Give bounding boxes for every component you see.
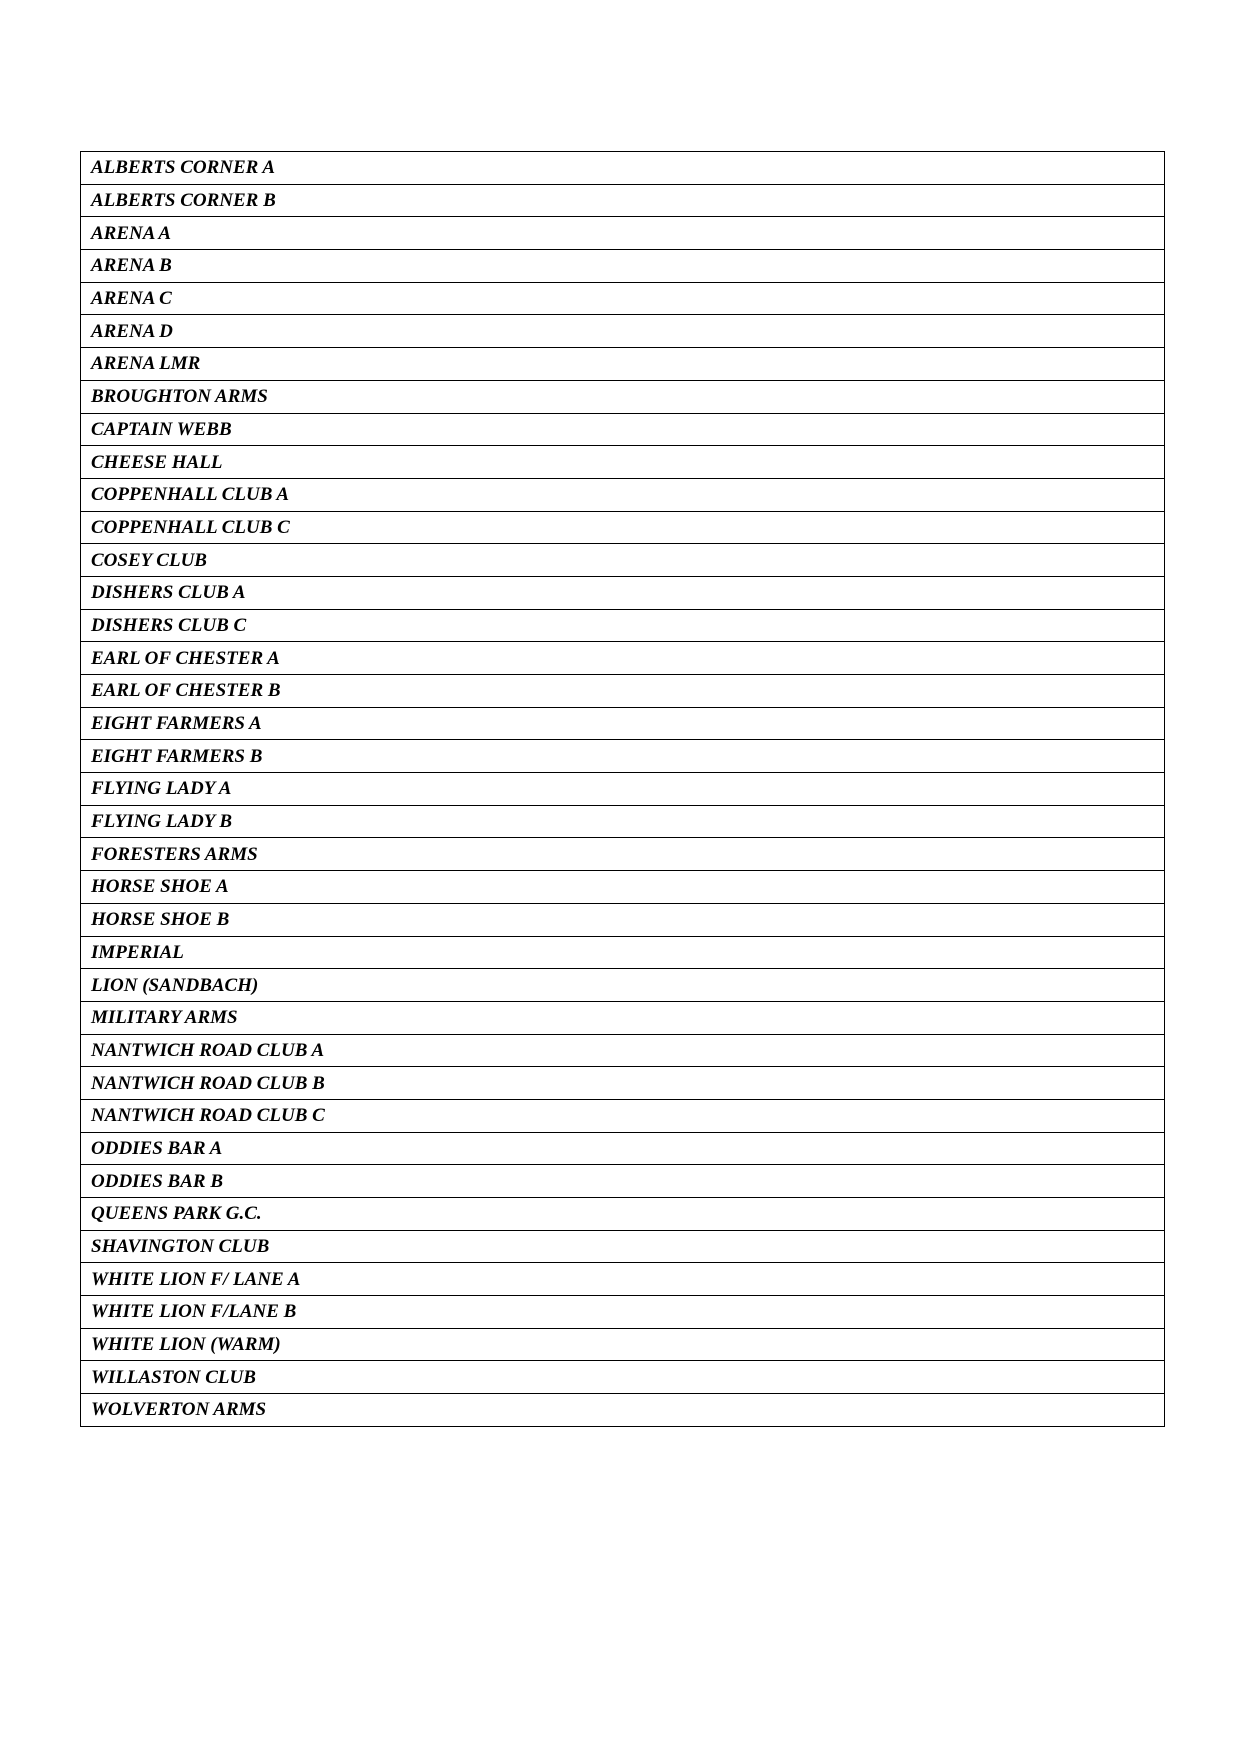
table-row <box>81 969 1165 1002</box>
table-row <box>81 380 1165 413</box>
table-row <box>81 1132 1165 1165</box>
team-name-cell: COPPENHALL CLUB A <box>81 478 1165 511</box>
table-row <box>81 544 1165 577</box>
team-name-cell: EARL OF CHESTER B <box>81 675 1165 708</box>
team-name-cell: ODDIES BAR A <box>81 1132 1165 1165</box>
table-row <box>81 1296 1165 1329</box>
table-row <box>81 740 1165 773</box>
team-name-cell: HORSE SHOE B <box>81 903 1165 936</box>
team-name-cell: FLYING LADY A <box>81 773 1165 806</box>
team-name-cell: QUEENS PARK G.C. <box>81 1198 1165 1231</box>
team-name-cell: LION (SANDBACH) <box>81 969 1165 1002</box>
table-row <box>81 1067 1165 1100</box>
table-row <box>81 1001 1165 1034</box>
team-name-cell: COSEY CLUB <box>81 544 1165 577</box>
team-name-cell: ARENA LMR <box>81 348 1165 381</box>
table-row <box>81 642 1165 675</box>
team-name-cell: WHITE LION F/ LANE A <box>81 1263 1165 1296</box>
table-row <box>81 609 1165 642</box>
table-row <box>81 250 1165 283</box>
team-list-table <box>80 151 1165 1427</box>
table-row <box>81 1230 1165 1263</box>
table-row <box>81 511 1165 544</box>
team-name-cell: CHEESE HALL <box>81 446 1165 479</box>
team-name-cell: ALBERTS CORNER B <box>81 184 1165 217</box>
table-row <box>81 348 1165 381</box>
team-name-cell: BROUGHTON ARMS <box>81 380 1165 413</box>
table-row <box>81 838 1165 871</box>
table-row <box>81 446 1165 479</box>
table-row <box>81 413 1165 446</box>
table-row <box>81 1198 1165 1231</box>
team-name-cell: WOLVERTON ARMS <box>81 1394 1165 1427</box>
team-name-cell: NANTWICH ROAD CLUB A <box>81 1034 1165 1067</box>
table-row <box>81 1394 1165 1427</box>
table-row <box>81 1361 1165 1394</box>
team-name-cell: ARENA C <box>81 282 1165 315</box>
table-row <box>81 152 1165 185</box>
team-name-cell: EIGHT FARMERS B <box>81 740 1165 773</box>
team-name-cell: FLYING LADY B <box>81 805 1165 838</box>
table-row <box>81 707 1165 740</box>
table-row <box>81 805 1165 838</box>
team-name-cell: ALBERTS CORNER A <box>81 152 1165 185</box>
table-row <box>81 217 1165 250</box>
table-row <box>81 184 1165 217</box>
team-name-cell: NANTWICH ROAD CLUB C <box>81 1099 1165 1132</box>
table-row <box>81 1328 1165 1361</box>
table-row <box>81 282 1165 315</box>
table-row <box>81 1034 1165 1067</box>
table-row <box>81 675 1165 708</box>
team-name-cell: EARL OF CHESTER A <box>81 642 1165 675</box>
team-name-cell: WHITE LION F/LANE B <box>81 1296 1165 1329</box>
table-row <box>81 773 1165 806</box>
team-name-cell: CAPTAIN WEBB <box>81 413 1165 446</box>
table-row <box>81 871 1165 904</box>
team-name-cell: EIGHT FARMERS A <box>81 707 1165 740</box>
table-row <box>81 576 1165 609</box>
team-name-cell: DISHERS CLUB A <box>81 576 1165 609</box>
team-name-cell: MILITARY ARMS <box>81 1001 1165 1034</box>
table-row <box>81 903 1165 936</box>
team-name-cell: ARENA B <box>81 250 1165 283</box>
team-name-cell: COPPENHALL CLUB C <box>81 511 1165 544</box>
team-name-cell: WILLASTON CLUB <box>81 1361 1165 1394</box>
table-row <box>81 478 1165 511</box>
team-name-cell: IMPERIAL <box>81 936 1165 969</box>
team-name-cell: ARENA A <box>81 217 1165 250</box>
table-row <box>81 1099 1165 1132</box>
team-name-cell: ARENA D <box>81 315 1165 348</box>
table-row <box>81 315 1165 348</box>
team-name-cell: FORESTERS ARMS <box>81 838 1165 871</box>
team-name-cell: NANTWICH ROAD CLUB B <box>81 1067 1165 1100</box>
table-row <box>81 1263 1165 1296</box>
table-row <box>81 1165 1165 1198</box>
team-name-cell: DISHERS CLUB C <box>81 609 1165 642</box>
team-name-cell: HORSE SHOE A <box>81 871 1165 904</box>
team-name-cell: ODDIES BAR B <box>81 1165 1165 1198</box>
table-row <box>81 936 1165 969</box>
team-name-cell: SHAVINGTON CLUB <box>81 1230 1165 1263</box>
team-name-cell: WHITE LION (WARM) <box>81 1328 1165 1361</box>
